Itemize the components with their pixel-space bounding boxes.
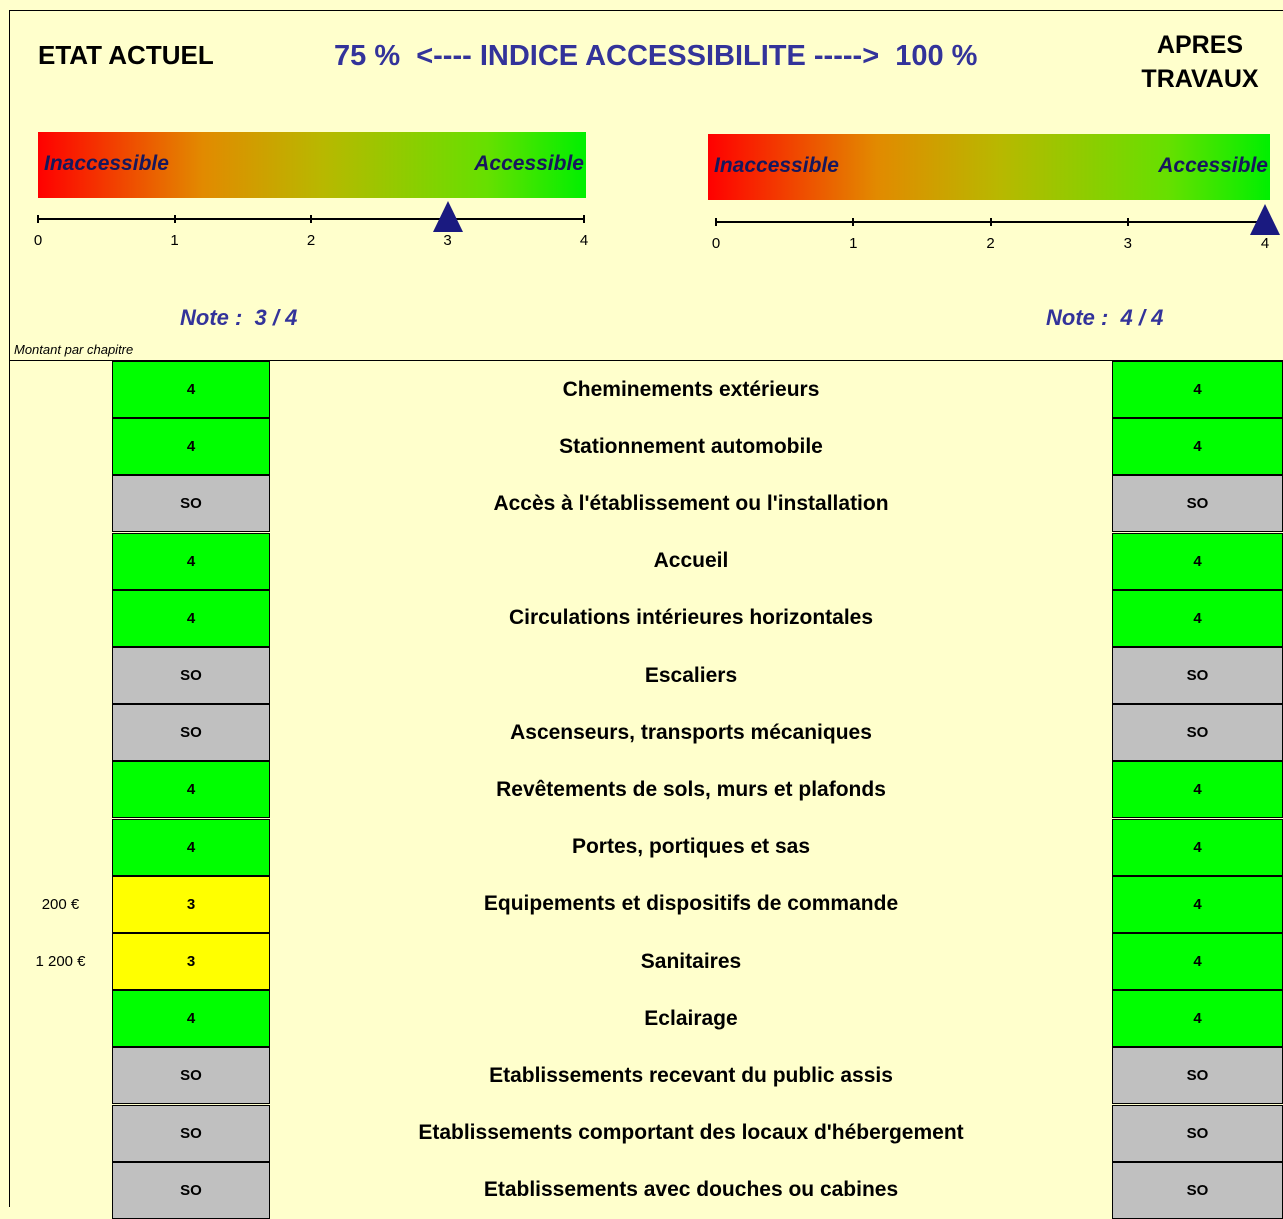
gauge_left-tick-label: 1 bbox=[170, 232, 179, 249]
table-row bbox=[9, 1162, 1283, 1219]
row-chapter-title: Accès à l'établissement ou l'installation bbox=[493, 491, 889, 515]
gauge_left-tick-label: 2 bbox=[306, 232, 316, 249]
row-score-after: 4 bbox=[1112, 361, 1283, 418]
gauge-left-accessible-label: Accessible bbox=[474, 152, 584, 175]
gauge_right-tick bbox=[852, 218, 854, 226]
row-score-after: 4 bbox=[1112, 761, 1283, 818]
gauge_right-tick-label: 3 bbox=[1123, 235, 1132, 252]
gauge_right-tick-label: 2 bbox=[986, 235, 995, 252]
row-chapter-title: Portes, portiques et sas bbox=[571, 835, 811, 859]
row-amount bbox=[9, 475, 112, 532]
row-amount bbox=[9, 418, 112, 475]
row-chapter-title: Eclairage bbox=[644, 1006, 738, 1030]
row-score-after: SO bbox=[1112, 1105, 1283, 1162]
row-amount bbox=[9, 1105, 112, 1162]
row-score-after: 4 bbox=[1112, 590, 1283, 647]
row-score-before: 4 bbox=[112, 361, 270, 418]
row-chapter-title: Circulations intérieures horizontales bbox=[508, 606, 874, 630]
row-chapter-title: Etablissements comportant des locaux d'hébergement bbox=[418, 1121, 964, 1145]
row-score-before: 3 bbox=[112, 876, 270, 933]
row-chapter-title: Stationnement automobile bbox=[559, 434, 823, 458]
gauge_right-tick-label: 1 bbox=[849, 235, 858, 252]
gauge-left-bar bbox=[38, 132, 586, 198]
table-row bbox=[9, 647, 1283, 704]
row-amount: 200 € bbox=[41, 895, 80, 913]
row-score-after: SO bbox=[1112, 475, 1283, 532]
gauge_left-tick bbox=[583, 215, 585, 223]
gauge_right-tick bbox=[715, 218, 717, 226]
note-left: Note : 3 / 4 bbox=[180, 305, 298, 330]
row-chapter-title: Escaliers bbox=[644, 663, 738, 687]
row-amount bbox=[9, 704, 112, 761]
row-amount bbox=[9, 647, 112, 704]
table-row bbox=[9, 1105, 1283, 1162]
table-row bbox=[9, 1047, 1283, 1104]
row-amount bbox=[9, 533, 112, 590]
gauge-right-inaccessible-label: Inaccessible bbox=[714, 154, 839, 177]
row-score-after: SO bbox=[1112, 1162, 1283, 1219]
gauge_right-tick-label: 4 bbox=[1260, 235, 1270, 252]
gauge_right-tick bbox=[1127, 218, 1129, 226]
apres-line: APRES bbox=[1156, 31, 1244, 59]
gauge_left-tick bbox=[37, 215, 39, 223]
row-score-before: SO bbox=[112, 1047, 270, 1104]
table-row bbox=[9, 533, 1283, 590]
row-amount bbox=[9, 1162, 112, 1219]
note-right: Note : 4 / 4 bbox=[1046, 305, 1164, 330]
table-row bbox=[9, 704, 1283, 761]
row-score-after: SO bbox=[1112, 704, 1283, 761]
apres-travaux-heading bbox=[1120, 28, 1280, 96]
table-row bbox=[9, 475, 1283, 532]
gauge-right-accessible-label: Accessible bbox=[1158, 154, 1268, 177]
row-score-after: 4 bbox=[1112, 819, 1283, 876]
row-score-after: 4 bbox=[1112, 533, 1283, 590]
indice-accessibilite-heading: 75 % <---- INDICE ACCESSIBILITE -----> 100 % bbox=[334, 40, 978, 72]
gauge_right-tick-label: 0 bbox=[711, 235, 721, 252]
row-chapter-title: Revêtements de sols, murs et plafonds bbox=[496, 777, 886, 801]
row-score-before: SO bbox=[112, 704, 270, 761]
table-row bbox=[9, 876, 1283, 933]
table-row bbox=[9, 819, 1283, 876]
row-score-before: 4 bbox=[112, 590, 270, 647]
gauge_right-value-marker bbox=[1250, 204, 1280, 235]
row-chapter-title: Etablissements avec douches ou cabines bbox=[483, 1178, 899, 1202]
table-row bbox=[9, 590, 1283, 647]
gauge_left-tick-label: 3 bbox=[443, 232, 452, 249]
row-chapter-title: Accueil bbox=[653, 549, 729, 573]
row-score-before: SO bbox=[112, 1162, 270, 1219]
row-score-before: 4 bbox=[112, 819, 270, 876]
row-score-after: SO bbox=[1112, 647, 1283, 704]
row-score-before: SO bbox=[112, 647, 270, 704]
table-row bbox=[9, 361, 1283, 418]
gauge_left-tick-label: 0 bbox=[33, 232, 43, 249]
row-amount bbox=[9, 819, 112, 876]
row-score-after: SO bbox=[1112, 1047, 1283, 1104]
row-score-after: 4 bbox=[1112, 990, 1283, 1047]
gauge_right-tick bbox=[990, 218, 992, 226]
row-amount bbox=[9, 361, 112, 418]
table-row bbox=[9, 418, 1283, 475]
row-score-before: 4 bbox=[112, 990, 270, 1047]
table-row bbox=[9, 933, 1283, 990]
row-amount bbox=[9, 1047, 112, 1104]
gauge_left-tick-label: 4 bbox=[579, 232, 589, 249]
row-chapter-title: Ascenseurs, transports mécaniques bbox=[510, 720, 872, 744]
row-amount bbox=[9, 990, 112, 1047]
row-score-after: 4 bbox=[1112, 933, 1283, 990]
row-amount: 1 200 € bbox=[35, 953, 86, 970]
row-score-before: 4 bbox=[112, 418, 270, 475]
row-score-after: 4 bbox=[1112, 876, 1283, 933]
row-score-before: SO bbox=[112, 1105, 270, 1162]
etat-actuel-heading: ETAT ACTUEL bbox=[38, 40, 214, 70]
row-chapter-title: Etablissements recevant du public assis bbox=[489, 1063, 893, 1087]
gauge-left-inaccessible-label: Inaccessible bbox=[44, 152, 169, 175]
montant-par-chapitre-label: Montant par chapitre bbox=[14, 342, 134, 357]
row-score-before: SO bbox=[112, 475, 270, 532]
row-chapter-title: Cheminements extérieurs bbox=[562, 377, 820, 401]
gauge-right-bar bbox=[708, 134, 1270, 200]
row-score-before: 4 bbox=[112, 761, 270, 818]
row-amount bbox=[9, 761, 112, 818]
gauge_left-value-marker bbox=[433, 201, 463, 232]
row-amount bbox=[9, 590, 112, 647]
row-score-before: 3 bbox=[112, 933, 270, 990]
row-score-after: 4 bbox=[1112, 418, 1283, 475]
gauge_left-tick bbox=[174, 215, 176, 223]
table-row bbox=[9, 761, 1283, 818]
row-chapter-title: Sanitaires bbox=[640, 949, 742, 973]
table-row bbox=[9, 990, 1283, 1047]
travaux-line: TRAVAUX bbox=[1141, 65, 1259, 93]
row-chapter-title: Equipements et dispositifs de commande bbox=[483, 892, 899, 916]
gauge_left-tick bbox=[310, 215, 312, 223]
row-score-before: 4 bbox=[112, 533, 270, 590]
